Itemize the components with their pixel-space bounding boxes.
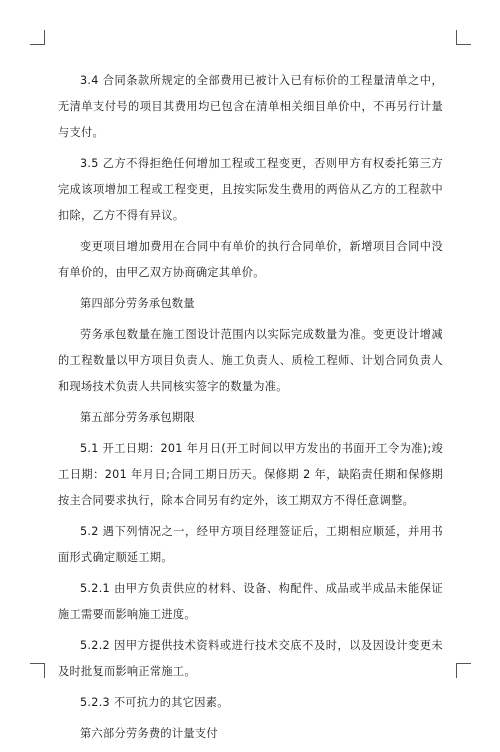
crop-mark-top-left xyxy=(30,30,45,45)
clause-5-2-2: 5.2.2 因甲方提供技术资料或进行技术交底不及时，以及因设计变更未及时批复而影响正常施工。 xyxy=(58,639,443,678)
crop-mark-bottom-right xyxy=(456,663,471,678)
clause-3-5: 3.5 乙方不得拒绝任何增加工程或工程变更，否则甲方有权委托第三方完成该项增加工程或工程变更，且按实际发生费用的两倍从乙方的工程款中扣除，乙方不得有异议。 xyxy=(58,157,443,222)
clause-5-2: 5.2 遇下列情况之一，经甲方项目经理签证后，工期相应顺延，并用书面形式确定顺延工期。 xyxy=(58,525,443,564)
section-heading-part-4: 第四部分劳务承包数量 xyxy=(80,297,195,310)
clause-3-4: 3.4 合同条款所规定的全部费用已被计入已有标价的工程量清单之中，无清单支付号的项目其费用均已包含在清单相关细目单价中，不再另行计量与支付。 xyxy=(58,74,443,139)
crop-mark-top-right xyxy=(456,30,471,45)
paragraph-labor-quantity: 劳务承包数量在施工图设计范围内以实际完成数量为准。变更设计增减的工程数量以甲方项目负责人、施工负责人、质检工程师、计划合同负责人和现场技术负责人共同核实签字的数量为准。 xyxy=(58,328,443,393)
clause-5-2-3: 5.2.3 不可抗力的其它因素。 xyxy=(80,696,229,709)
document-body xyxy=(58,68,443,752)
section-heading-part-6: 第六部分劳务费的计量支付 xyxy=(80,727,218,740)
clause-5-1: 5.1 开工日期：201 年月日(开工时间以甲方发出的书面开工令为准);竣工日期：201 年月日;合同工期日历天。保修期 2 年，缺陷责任期和保修期按主合同要求执行，除本合同另有约定外，该工期双方不得任意调整。 xyxy=(58,442,443,507)
paragraph-variation-pricing: 变更项目增加费用在合同中有单价的执行合同单价，新增项目合同中没有单价的，由甲乙双方协商确定其单价。 xyxy=(58,240,443,279)
section-heading-part-5: 第五部分劳务承包期限 xyxy=(80,411,195,424)
clause-5-2-1: 5.2.1 由甲方负责供应的材料、设备、构配件、成品或半成品未能保证施工需要而影响施工进度。 xyxy=(58,582,443,621)
crop-mark-bottom-left xyxy=(30,663,45,678)
